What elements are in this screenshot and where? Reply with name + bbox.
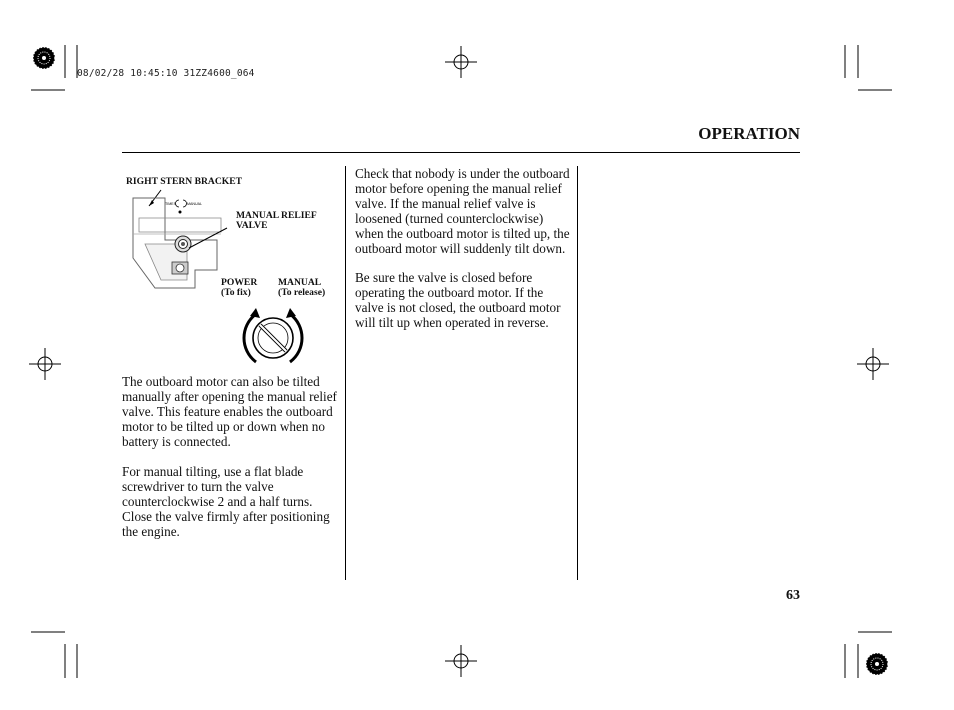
registration-target-bottom [445,645,477,677]
registration-target-top [445,46,477,78]
page-title: OPERATION [698,124,800,143]
label-right-stern-bracket: RIGHT STERN BRACKET [126,176,243,187]
color-target-top-left [33,47,55,69]
print-timestamp: 08/02/28 10:45:10 31ZZ4600_064 [77,68,255,79]
paragraph-manual-tilt-instructions: For manual tilting, use a flat blade screwdriver to turn the valve counterclockwise 2 and a half turns. Close the valve firmly after positioning the engine. [122,464,330,539]
paragraph-manual-tilt-intro: The outboard motor can also be tilted manually after opening the manual relief valve. This feature enables the outboard motor to be tilted up or down when no battery is connected. [122,374,337,449]
registration-target-left [29,348,61,380]
paragraph-valve-closed: Be sure the valve is closed before operating the outboard motor. If the valve is not closed, the outboard motor will tilt up when operated in reverse. [355,270,561,330]
column-divider-left [345,166,346,580]
decal-text-tilt: TIMES [165,202,176,206]
color-target-bottom-right [866,653,888,675]
label-manual: MANUAL (To release) [278,277,326,298]
paragraph-warning-check: Check that nobody is under the outboard motor before opening the manual relief valve. If the manual relief valve is loosened (turned counterclockwise) when the outboard motor is tilted up, the outboard motor will suddenly tilt down. [355,166,570,256]
column-left [122,374,340,539]
label-manual-relief-valve: MANUAL RELIEF VALVE [236,210,317,231]
header-divider [122,152,800,153]
column-middle [355,166,571,330]
decal-text-manual: MANUAL [187,202,202,206]
page-number: 63 [786,588,800,603]
valve-rotation-diagram [236,304,310,368]
column-divider-right [577,166,578,580]
registration-target-right [857,348,889,380]
label-power: POWER (To fix) [221,277,258,298]
